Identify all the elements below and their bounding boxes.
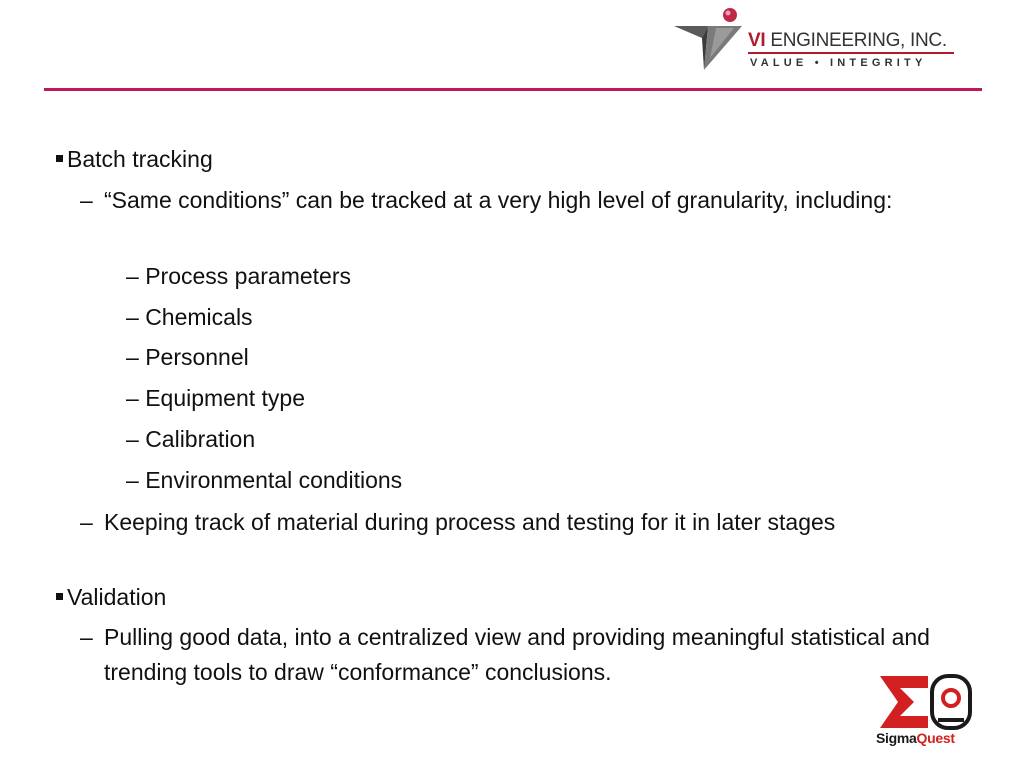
sub-sub-bullet-text: Environmental conditions [145,467,403,493]
dash-bullet-icon: – [80,624,93,650]
sigmaquest-sigma: Sigma [876,730,917,746]
sub-sub-bullet-text: Chemicals [145,304,253,330]
dash-bullet-icon: – [80,187,93,213]
sub-sub-bullet-item: – Environmental conditions [126,467,403,493]
logo-divider [748,52,954,54]
sub-sub-bullet-text: Personnel [145,344,249,370]
sub-bullet-keeping-track-text: Keeping track of material during process and testing for it in later stages [104,509,836,535]
square-bullet-icon [56,593,63,600]
sub-sub-bullet-item: – Equipment type [126,385,306,411]
sub-sub-bullet-item: – Calibration [126,426,256,452]
bullet-validation-text: Validation [67,584,167,610]
sub-bullet-pulling-data [80,620,980,690]
header-divider [44,88,982,91]
dash-bullet-icon: – [80,509,93,535]
vi-engineering-logo [672,4,962,76]
company-name [748,30,947,52]
company-tagline: VALUE • INTEGRITY [750,57,927,69]
sub-sub-bullet-item: – Chemicals [126,304,253,330]
sub-bullet-pulling-data-text: Pulling good data, into a centralized view and providing meaningful statistical and trending tools to draw “conformance” conclusions. [104,624,930,685]
square-bullet-icon [56,155,63,162]
company-name-rest: ENGINEERING, INC. [765,30,947,51]
sub-bullet-same-conditions-text: “Same conditions” can be tracked at a very high level of granularity, including: [104,187,893,213]
sub-sub-bullet-text: Equipment type [145,385,306,411]
sub-sub-bullet-text: Process parameters [145,263,351,289]
sigmaquest-quest: Quest [916,730,955,746]
sigmaquest-logo [876,672,976,752]
bullet-batch-tracking-text: Batch tracking [67,146,213,172]
bullet-batch-tracking [56,142,213,177]
sub-bullet-keeping-track [80,505,980,540]
sub-sub-bullet-text: Calibration [145,426,256,452]
sigmaquest-mark-icon [876,672,976,732]
vi-logo-mark-icon [672,4,746,76]
sigmaquest-wordmark [876,730,955,746]
company-name-prefix: VI [748,30,766,51]
bullet-validation [56,580,166,615]
sub-sub-bullet-item: – Personnel [126,344,249,370]
sub-sub-bullet-item: – Process parameters [126,263,351,289]
sub-bullet-same-conditions [80,183,980,218]
